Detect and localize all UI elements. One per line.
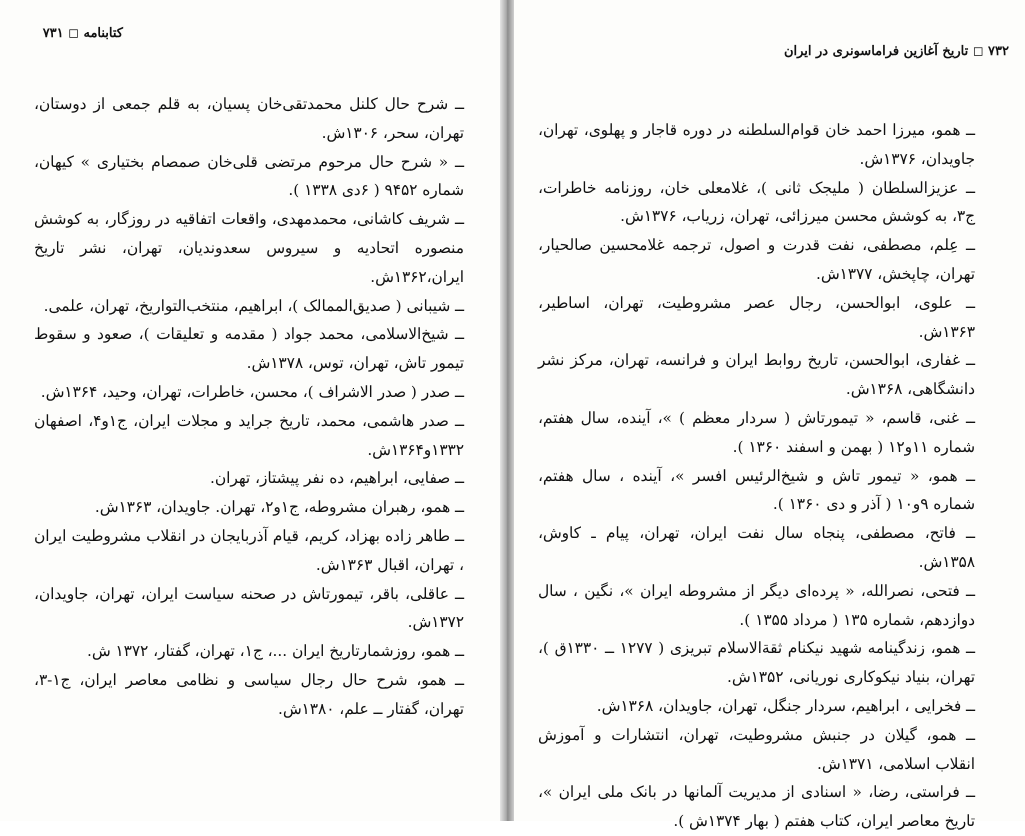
left-page [0,0,500,821]
right-page [514,0,1025,831]
bibliography-entry: ــ عزیزالسلطان ( ملیجک ثانی )، غلامعلی خان، روزنامه خاطرات، ج۳، به کوشش محسن میرزائی، تهران، زریاب، ۱۳۷۶ش. [538,178,975,226]
bibliography-entry: ــ صدر هاشمی، محمد، تاریخ جراید و مجلات ایران، ج۱و۴، اصفهان ۱۳۳۲و۱۳۶۴ش. [34,411,464,459]
bibliography-entry: ــ همو، میرزا احمد خان قوام‌السلطنه در دوره قاجار و پهلوی، تهران، جاویدان، ۱۳۷۶ش. [538,121,975,168]
bibliography-entry: ــ همو، روزشمارتاریخ ایران ...، ج۱، تهران، گفتار، ۱۳۷۲ ش. [87,642,464,661]
bibliography-entry: ــ شریف کاشانی، محمدمهدی، واقعات اتفاقیه در روزگار، به کوشش منصوره اتحادیه و سیروس سعدوندیان، تهران، نشر تاریخ ایران،۱۳۶۲ش. [34,210,464,286]
bibliography-entry: ــ همو، رهبران مشروطه، ج۱و۲، تهران. جاویدان، ۱۳۶۳ش. [94,498,464,517]
bibliography-entry: ــ فاتح، مصطفی، پنجاه سال نفت ایران، تهران، پیام ـ کاوش، ۱۳۵۸ش. [538,524,975,571]
bibliography-entry: ــ شرح حال کلنل محمدتقی‌خان پسیان، به قلم جمعی از دوستان، تهران، سحر، ۱۳۰۶ش. [34,95,464,142]
bibliography-entry: ــ فخرایی ، ابراهیم، سردار جنگل، تهران، جاویدان، ۱۳۶۸ش. [596,696,975,715]
bibliography-entry: ــ غنی، قاسم، « تیمورتاش ( سردار معظم ) »، آینده، سال هفتم، شماره ۱۱و۱۲ ( بهمن و اسفند ۱۳۶۰ ). [538,408,975,456]
book-spine-gutter [500,0,514,821]
bibliography-entry: ــ علوی، ابوالحسن، رجال عصر مشروطیت، تهران، اساطیر، ۱۳۶۳ش. [538,293,975,341]
right-bibliography-list [538,116,975,836]
bibliography-entry: ــ شیبانی ( صدیق‌الممالک )، ابراهیم، منتخب‌التواریخ، تهران، علمی. [43,296,464,315]
bibliography-entry: ــ همو، زندگینامه شهید نیکنام ثقة‌الاسلام تبریزی ( ۱۲۷۷ ــ ۱۳۳۰ق )، تهران، بنیاد نیکوکاری نوریانی، ۱۳۵۲ش. [538,639,975,687]
bibliography-entry: ــ صدر ( صدر الاشراف )، محسن، خاطرات، تهران، وحید، ۱۳۶۴ش. [40,382,464,401]
bibliography-entry: ــ فراستی، رضا، « اسنادی از مدیریت آلمانها در بانک ملی ایران »، تاریخ معاصر ایران، کتاب هفتم ( بهار ۱۳۷۴ش ). [538,783,975,831]
left-bibliography-list [34,90,464,724]
bibliography-entry: ــ غفاری، ابوالحسن، تاریخ روابط ایران و فرانسه، تهران، مرکز نشر دانشگاهی، ۱۳۶۸ش. [538,351,975,399]
bibliography-entry: ــ طاهر زاده بهزاد، کریم، قیام آذربایجان در انقلاب مشروطیت ایران ، تهران، اقبال ۱۳۶۳ش. [34,526,464,574]
bibliography-entry: ــ همو، گیلان در جنبش مشروطیت، تهران، انتشارات و آموزش انقلاب اسلامی، ۱۳۷۱ش. [538,725,975,773]
bibliography-entry: ــ عِلم، مصطفی، نفت قدرت و اصول، ترجمه غلامحسین صالحیار، تهران، چاپخش، ۱۳۷۷ش. [538,236,975,283]
bibliography-entry: ــ عاقلی، باقر، تیمورتاش در صحنه سیاست ایران، تهران، جاویدان، ۱۳۷۲ش. [34,584,464,632]
bibliography-entry: ــ فتحی، نصرالله، « پرده‌ای دیگر از مشروطه ایران »، نگین ، سال دوازدهم، شماره ۱۳۵ ( مرداد ۱۳۵۵ ). [538,581,975,629]
right-page-header: ۷۳۲ ◻ تاریخ آغازین فراماسونری در ایران [783,44,1009,59]
bibliography-entry: ــ صفایی، ابراهیم، ده نفر پیشتاز، تهران. [210,469,464,488]
bibliography-entry: ــ شیخ‌الاسلامی، محمد جواد ( مقدمه و تعلیقات )، صعود و سقوط تیمور تاش، تهران، توس، ۱۳۷۸ش. [34,325,464,373]
bibliography-entry: ــ همو، « تیمور تاش و شیخ‌الرئیس افسر »، آینده ، سال هفتم، شماره ۹و۱۰ ( آذر و دی ۱۳۶۰ ). [538,466,975,514]
left-page-header: کتابنامه ◻ ۷۳۱ [42,26,123,41]
bibliography-entry: ــ « شرح حال مرحوم مرتضی قلی‌خان صمصام بختیاری » کیهان، شماره ۹۴۵۲ ( ۶دی ۱۳۳۸ ). [34,152,464,200]
bibliography-entry: ــ همو، شرح حال رجال سیاسی و نظامی معاصر ایران، ج۱-۳، تهران، گفتار ــ علم، ۱۳۸۰ش. [34,670,464,718]
